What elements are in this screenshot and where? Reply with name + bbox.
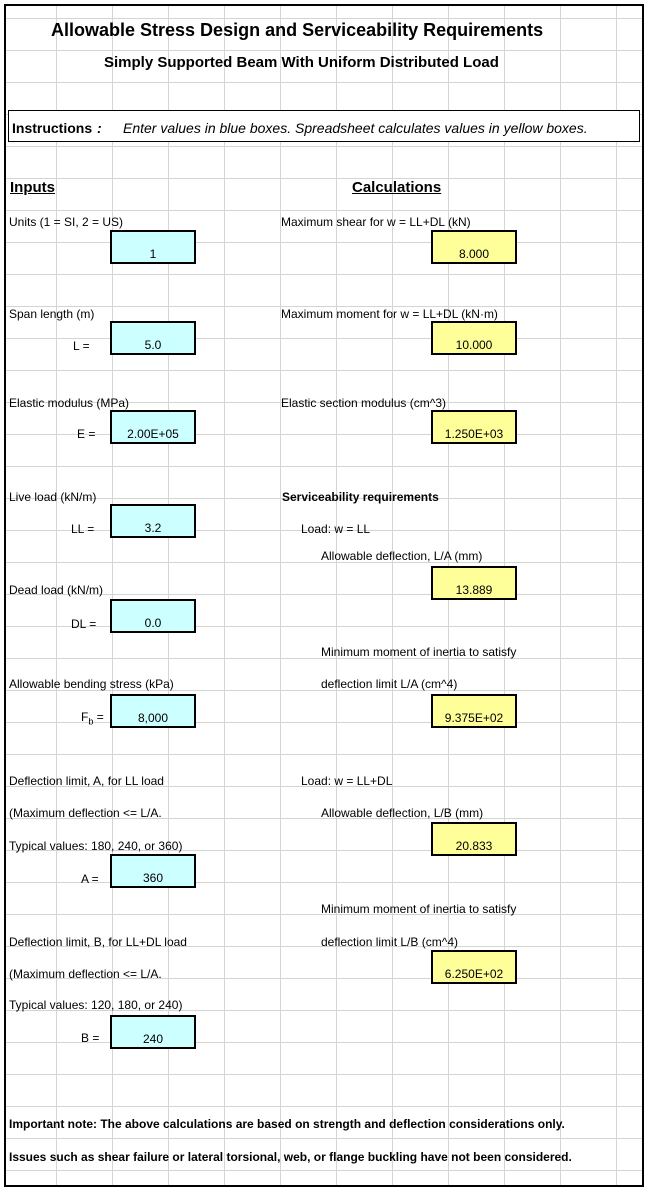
inertia-b-output: 6.250E+02 bbox=[431, 950, 517, 984]
max-shear-output: 8.000 bbox=[431, 230, 517, 264]
deflection-a-symbol: A = bbox=[81, 872, 99, 886]
deflection-b-typical: Typical values: 120, 180, or 240) bbox=[9, 998, 183, 1012]
span-input[interactable]: 5.0 bbox=[110, 321, 196, 355]
instructions-label: Instructions bbox=[12, 120, 93, 136]
instructions-colon: : bbox=[97, 120, 102, 136]
deflection-a-input[interactable]: 360 bbox=[110, 854, 196, 888]
deflection-b-label: Deflection limit, B, for LL+DL load bbox=[9, 935, 187, 949]
bending-stress-input[interactable]: 8,000 bbox=[110, 694, 196, 728]
inputs-heading: Inputs bbox=[10, 179, 55, 196]
page-subtitle: Simply Supported Beam With Uniform Distributed Load bbox=[104, 54, 499, 71]
bending-stress-label: Allowable bending stress (kPa) bbox=[9, 677, 174, 691]
allowable-deflection-a-label: Allowable deflection, L/A (mm) bbox=[321, 549, 483, 563]
inertia-a-output: 9.375E+02 bbox=[431, 694, 517, 728]
max-shear-label: Maximum shear for w = LL+DL (kN) bbox=[281, 215, 471, 229]
load-lldl-label: Load: w = LL+DL bbox=[301, 774, 393, 788]
span-label: Span length (m) bbox=[9, 307, 95, 321]
deflection-a-note: (Maximum deflection <= L/A. bbox=[9, 806, 162, 820]
instructions-text: Enter values in blue boxes. Spreadsheet calculates values in yellow boxes. bbox=[123, 120, 588, 136]
dead-load-input[interactable]: 0.0 bbox=[110, 599, 196, 633]
max-moment-output: 10.000 bbox=[431, 321, 517, 355]
live-load-symbol: LL = bbox=[71, 522, 95, 536]
important-note-line-1: Important note: The above calculations are based on strength and deflection considerations only. bbox=[9, 1117, 565, 1131]
units-label: Units (1 = SI, 2 = US) bbox=[9, 215, 124, 229]
inertia-b-label-2: deflection limit L/B (cm^4) bbox=[321, 935, 459, 949]
span-symbol: L = bbox=[73, 339, 90, 353]
inertia-a-label-2: deflection limit L/A (cm^4) bbox=[321, 677, 458, 691]
deflection-a-label: Deflection limit, A, for LL load bbox=[9, 774, 164, 788]
spreadsheet bbox=[4, 4, 644, 1187]
load-ll-label: Load: w = LL bbox=[301, 522, 371, 536]
dead-load-label: Dead load (kN/m) bbox=[9, 583, 104, 597]
max-moment-label: Maximum moment for w = LL+DL (kN·m) bbox=[281, 307, 498, 321]
live-load-input[interactable]: 3.2 bbox=[110, 504, 196, 538]
section-modulus-label: Elastic section modulus (cm^3) bbox=[281, 396, 447, 410]
units-input[interactable]: 1 bbox=[110, 230, 196, 264]
deflection-b-symbol: B = bbox=[81, 1031, 100, 1045]
important-note-line-2: Issues such as shear failure or lateral torsional, web, or flange buckling have not been considered. bbox=[9, 1150, 572, 1164]
live-load-label: Live load (kN/m) bbox=[9, 490, 97, 504]
modulus-input[interactable]: 2.00E+05 bbox=[110, 410, 196, 444]
modulus-symbol: E = bbox=[77, 427, 96, 441]
allowable-deflection-b-output: 20.833 bbox=[431, 822, 517, 856]
serviceability-heading: Serviceability requirements bbox=[282, 490, 439, 504]
page-title: Allowable Stress Design and Serviceability Requirements bbox=[51, 20, 544, 40]
inertia-a-label: Minimum moment of inertia to satisfy bbox=[321, 645, 517, 659]
allowable-deflection-a-output: 13.889 bbox=[431, 566, 517, 600]
modulus-label: Elastic modulus (MPa) bbox=[9, 396, 130, 410]
calculations-heading: Calculations bbox=[352, 179, 442, 196]
deflection-a-typical: Typical values: 180, 240, or 360) bbox=[9, 839, 183, 853]
inertia-b-label: Minimum moment of inertia to satisfy bbox=[321, 902, 517, 916]
deflection-b-input[interactable]: 240 bbox=[110, 1015, 196, 1049]
section-modulus-output: 1.250E+03 bbox=[431, 410, 517, 444]
dead-load-symbol: DL = bbox=[71, 617, 97, 631]
instructions-banner bbox=[8, 110, 640, 142]
allowable-deflection-b-label: Allowable deflection, L/B (mm) bbox=[321, 806, 484, 820]
deflection-b-note: (Maximum deflection <= L/A. bbox=[9, 967, 162, 981]
bending-stress-symbol: $F_b$ = bbox=[81, 710, 104, 727]
